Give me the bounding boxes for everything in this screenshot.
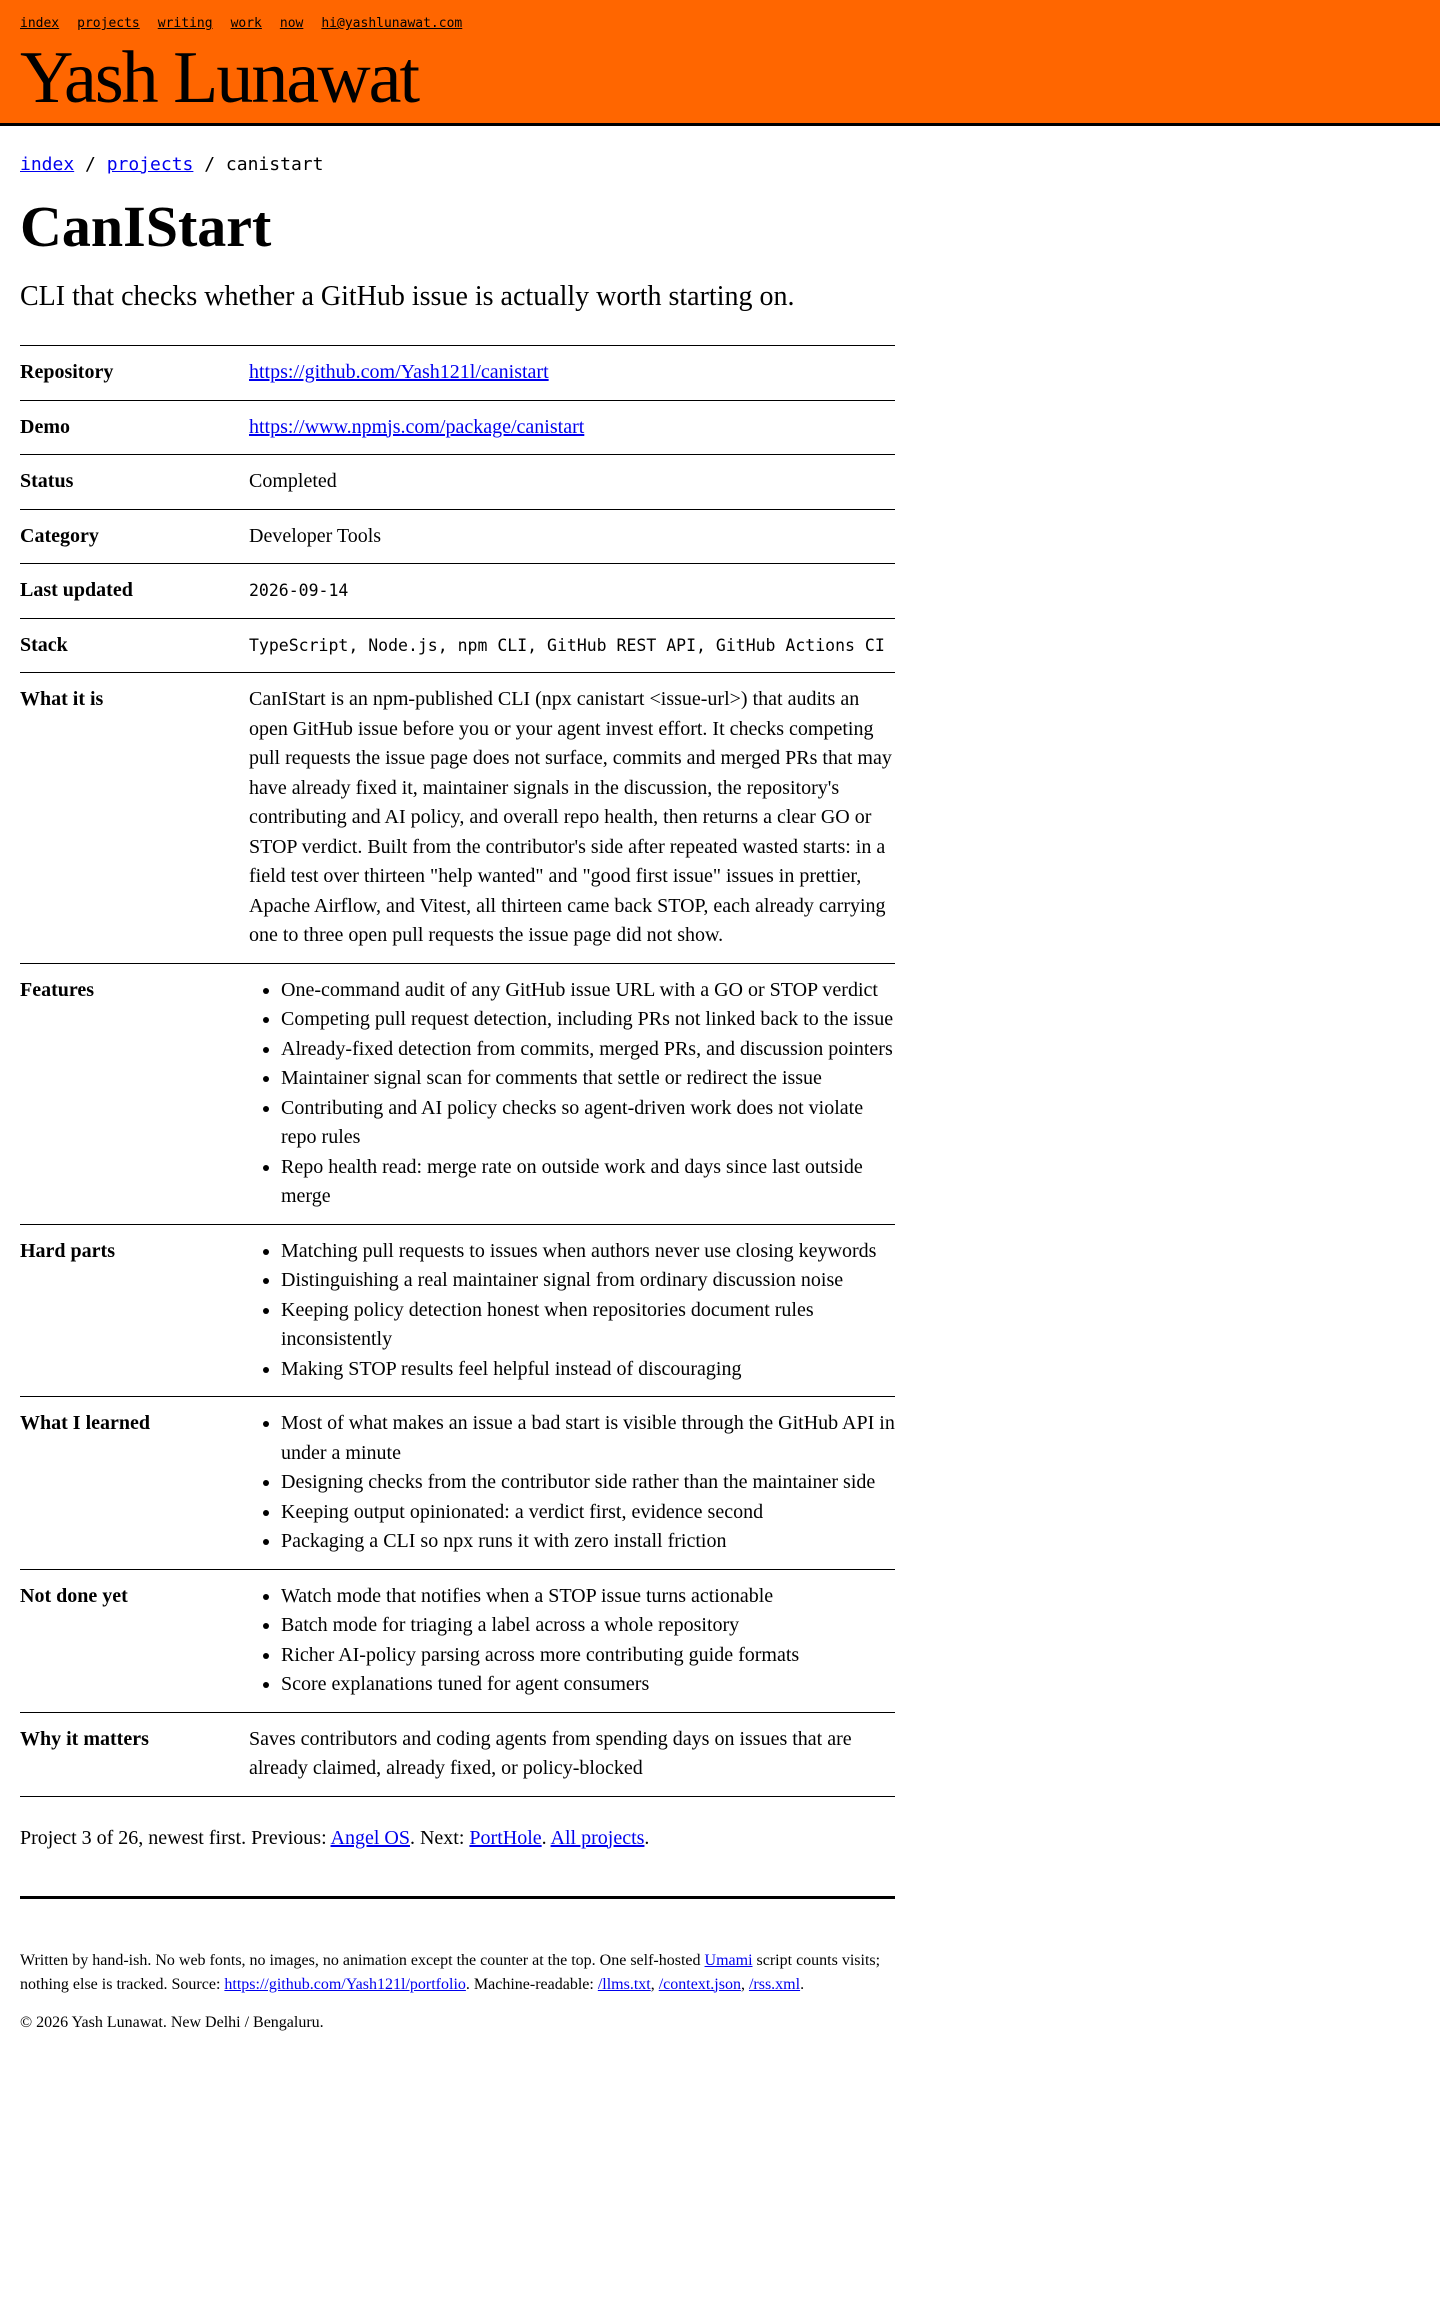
not-done-list: [249, 1582, 895, 1700]
status-value: Completed: [249, 470, 337, 492]
list-item: • Contributing and AI policy checks so agent-driven work does not violate repo rules: [281, 1094, 895, 1153]
site-title: Yash Lunawat: [20, 37, 419, 119]
list-item: • Maintainer signal scan for comments that settle or redirect the issue: [281, 1064, 895, 1094]
demo-link[interactable]: https://www.npmjs.com/package/canistart: [249, 415, 585, 438]
detail-row-repository: [20, 346, 895, 401]
list-item: • Batch mode for triaging a label across a whole repository: [281, 1611, 895, 1641]
detail-label: Category: [20, 524, 99, 547]
last-updated-value: 2026-09-14: [249, 581, 349, 600]
breadcrumb-current: canistart: [225, 154, 324, 175]
project-pager: [20, 1827, 895, 1850]
list-item: • Keeping policy detection honest when repositories document rules inconsistently: [281, 1296, 895, 1355]
why-it-matters-value: Saves contributors and coding agents from spending days on issues that are already claimed, already fixed, or policy-blocked: [249, 1727, 852, 1779]
llms-txt-link[interactable]: /llms.txt: [597, 1975, 651, 1993]
detail-row-stack: [20, 618, 895, 673]
detail-value: [249, 963, 895, 1224]
footer-text: .: [800, 1975, 805, 1993]
detail-row-why-it-matters: [20, 1712, 895, 1796]
nav-link-email[interactable]: hi@yashlunawat.com: [321, 16, 463, 31]
nav-link-now[interactable]: now: [279, 16, 304, 31]
detail-label: Why it matters: [20, 1727, 149, 1750]
what-it-is-value: CanIStart is an npm-published CLI (npx canistart <issue-url>) that audits an open GitHub issue before you or your agent invest effort. It checks competing pull requests the issue page does not surface, commits and merged PRs that may have already fixed it, maintainer signals in the discussion, the repository's contributing and AI policy, and overall repo health, then returns a clear GO or STOP verdict. Built from the contributor's side after repeated wasted starts: in a field test over thirteen "help wanted" and "good first issue" issues in prettier, Apache Airflow, and Vitest, all thirteen came back STOP, each already carrying one to three open pull requests the issue page did not show.: [249, 688, 892, 946]
site-footer: [20, 1949, 895, 2035]
top-nav: [20, 12, 1440, 31]
breadcrumb-index-link[interactable]: index: [20, 154, 75, 175]
context-json-link[interactable]: /context.json: [658, 1975, 741, 1993]
detail-label: Last updated: [20, 579, 133, 601]
list-item: • Score explanations tuned for agent consumers: [281, 1670, 895, 1700]
detail-label: Hard parts: [20, 1239, 115, 1262]
next-project-link[interactable]: PortHole: [469, 1826, 542, 1849]
breadcrumb-separator: /: [193, 154, 226, 175]
detail-label: What I learned: [20, 1412, 150, 1434]
detail-label: Features: [20, 978, 95, 1001]
umami-link[interactable]: Umami: [704, 1951, 753, 1969]
footer-colophon: [20, 1949, 895, 1997]
site-header: [0, 0, 1440, 126]
detail-label: Repository: [20, 361, 114, 383]
detail-row-hard-parts: [20, 1224, 895, 1397]
footer-text: . Machine-readable:: [465, 1975, 598, 1993]
list-item: • Designing checks from the contributor side rather than the maintainer side: [281, 1468, 895, 1498]
nav-link-writing[interactable]: writing: [157, 16, 213, 31]
detail-row-what-it-is: [20, 673, 895, 964]
features-list: [249, 976, 895, 1212]
detail-label: Status: [20, 470, 74, 492]
breadcrumb: [20, 154, 895, 175]
detail-label: Demo: [20, 415, 70, 438]
breadcrumb-projects-link[interactable]: projects: [106, 154, 194, 175]
detail-value: [249, 400, 895, 455]
detail-row-not-done-yet: [20, 1569, 895, 1712]
list-item: • Packaging a CLI so npx runs it with zero install friction: [281, 1527, 895, 1557]
project-details-table: [20, 345, 895, 1797]
main-content: [20, 154, 895, 1899]
page-title: CanIStart: [20, 194, 272, 259]
footer-text: script counts visits; nothing else is tracked. Source:: [20, 1951, 881, 1993]
detail-row-category: [20, 509, 895, 564]
project-tagline: CLI that checks whether a GitHub issue is actually worth starting on.: [20, 281, 795, 312]
repository-link[interactable]: https://github.com/Yash121l/canistart: [249, 361, 549, 383]
list-item: • Distinguishing a real maintainer signal from ordinary discussion noise: [281, 1266, 895, 1296]
source-link[interactable]: https://github.com/Yash121l/portfolio: [224, 1975, 466, 1993]
footer-text: ,: [650, 1975, 659, 1993]
detail-label: Stack: [20, 633, 68, 656]
list-item: • Repo health read: merge rate on outside work and days since last outside merge: [281, 1153, 895, 1212]
list-item: • Richer AI-policy parsing across more contributing guide formats: [281, 1641, 895, 1671]
all-projects-link[interactable]: All projects: [550, 1826, 645, 1849]
detail-label: Not done yet: [20, 1584, 128, 1607]
copyright: © 2026 Yash Lunawat. New Delhi / Bengaluru.: [20, 2013, 324, 2031]
previous-project-link[interactable]: Angel OS: [330, 1826, 410, 1849]
detail-label: What it is: [20, 688, 104, 710]
list-item: • Most of what makes an issue a bad start is visible through the GitHub API in under a minute: [281, 1409, 895, 1468]
list-item: • Already-fixed detection from commits, merged PRs, and discussion pointers: [281, 1035, 895, 1065]
footer-divider: [20, 1896, 895, 1899]
list-item: • Watch mode that notifies when a STOP issue turns actionable: [281, 1582, 895, 1612]
detail-row-status: [20, 455, 895, 510]
list-item: • Matching pull requests to issues when authors never use closing keywords: [281, 1237, 895, 1267]
stack-value: TypeScript, Node.js, npm CLI, GitHub REST API, GitHub Actions CI: [249, 635, 885, 655]
learned-list: [249, 1409, 895, 1557]
detail-value: [249, 1224, 895, 1397]
detail-value: [249, 1397, 895, 1570]
pager-text: Project 3 of 26, newest first. Previous:: [20, 1826, 331, 1849]
list-item: • One-command audit of any GitHub issue URL with a GO or STOP verdict: [281, 976, 895, 1006]
breadcrumb-separator: /: [74, 154, 107, 175]
detail-row-features: [20, 963, 895, 1224]
detail-row-last-updated: [20, 564, 895, 619]
detail-row-demo: [20, 400, 895, 455]
pager-text: . Next:: [409, 1826, 470, 1849]
detail-value: [249, 346, 895, 401]
category-value: Developer Tools: [249, 524, 382, 547]
rss-link[interactable]: /rss.xml: [748, 1975, 801, 1993]
footer-text: Written by hand-ish. No web fonts, no images, no animation except the counter at the top. One self-hosted: [20, 1951, 705, 1969]
list-item: • Competing pull request detection, including PRs not linked back to the issue: [281, 1005, 895, 1035]
list-item: • Keeping output opinionated: a verdict first, evidence second: [281, 1498, 895, 1528]
pager-text: .: [644, 1826, 650, 1849]
detail-value: [249, 1569, 895, 1712]
hard-parts-list: [249, 1237, 895, 1385]
footer-text: ,: [740, 1975, 749, 1993]
detail-row-what-i-learned: [20, 1397, 895, 1570]
list-item: • Making STOP results feel helpful instead of discouraging: [281, 1355, 895, 1385]
pager-text: .: [541, 1826, 551, 1849]
nav-link-projects[interactable]: projects: [77, 16, 140, 31]
nav-link-index[interactable]: index: [20, 16, 60, 31]
nav-link-work[interactable]: work: [230, 16, 262, 31]
